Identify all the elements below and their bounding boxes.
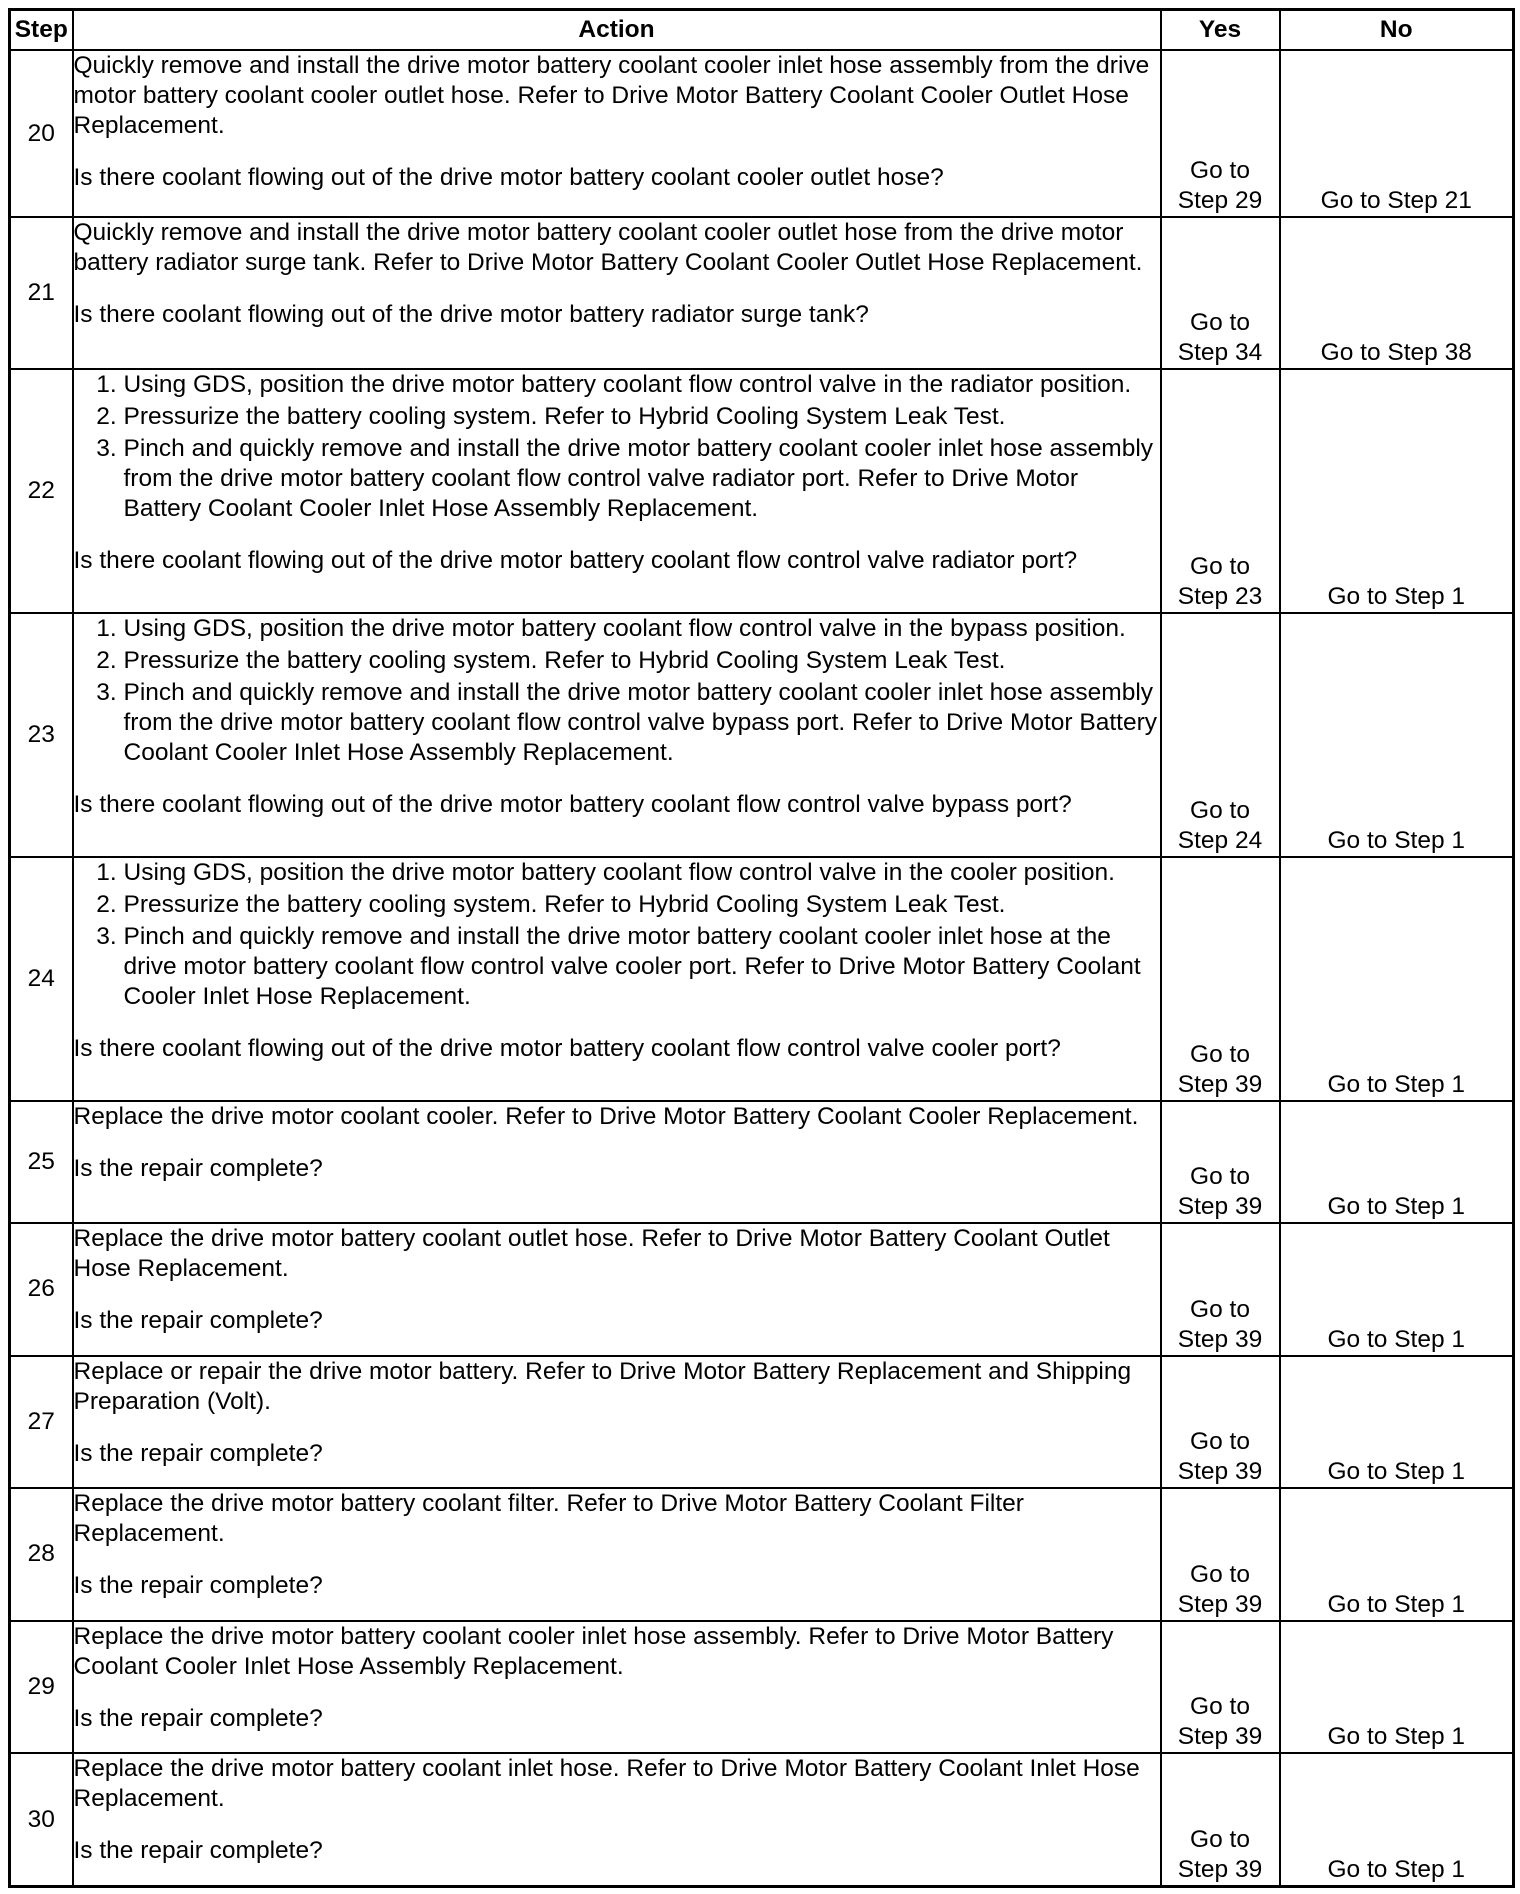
action-instruction: Replace or repair the drive motor battery. Refer to Drive Motor Battery Replacement and Shipping Preparation (Volt). [73, 1357, 1132, 1415]
action-steps-list [74, 858, 1160, 1012]
yes-result-line: Go to [1190, 1693, 1250, 1721]
header-yes: Yes [1161, 10, 1280, 51]
header-no: No [1280, 10, 1514, 51]
yes-result-line: Step 24 [1177, 826, 1263, 854]
table-row [10, 1621, 1514, 1754]
table-row [10, 1101, 1514, 1223]
no-result: Go to Step 1 [1280, 1488, 1514, 1621]
action-question: Is the repair complete? [73, 1307, 323, 1335]
action-question: Is there coolant flowing out of the drive motor battery coolant flow control valve bypass port? [73, 790, 1072, 818]
action-question: Is there coolant flowing out of the drive motor battery coolant flow control valve cooler port? [73, 1034, 1061, 1062]
action-step-item: 3. Pinch and quickly remove and install the drive motor battery coolant cooler inlet hose assembly from the drive motor battery coolant flow control valve radiator port. Refer to Drive Motor Battery Coolant Cooler Inlet Hose Assembly Replacement. [124, 434, 1160, 524]
action-cell [73, 217, 1161, 368]
yes-result [1161, 1223, 1280, 1356]
action-cell [73, 1488, 1161, 1621]
action-instruction: Replace the drive motor battery coolant inlet hose. Refer to Drive Motor Battery Coolant Inlet Hose Replacement. [73, 1755, 1140, 1813]
yes-result-line: Go to [1190, 796, 1250, 824]
table-row [10, 369, 1514, 613]
table-row [10, 857, 1514, 1101]
yes-result-line: Go to [1190, 157, 1250, 185]
action-step-item: 2. Pressurize the battery cooling system. Refer to Hybrid Cooling System Leak Test. [124, 402, 1160, 432]
yes-result-line: Step 39 [1177, 1856, 1263, 1883]
yes-result-line: Go to [1190, 552, 1250, 580]
no-result: Go to Step 1 [1280, 1223, 1514, 1356]
no-result: Go to Step 1 [1280, 857, 1514, 1101]
no-result: Go to Step 1 [1280, 1101, 1514, 1223]
action-question: Is the repair complete? [73, 1439, 323, 1467]
table-row [10, 50, 1514, 217]
yes-result [1161, 1488, 1280, 1621]
action-steps-list [74, 370, 1160, 524]
table-row [10, 1753, 1514, 1886]
yes-result-line: Step 39 [1177, 1458, 1263, 1486]
action-cell [73, 1621, 1161, 1754]
action-question: Is the repair complete? [73, 1572, 323, 1600]
yes-result [1161, 369, 1280, 613]
step-number: 25 [10, 1101, 73, 1223]
action-question: Is there coolant flowing out of the drive motor battery radiator surge tank? [73, 301, 869, 329]
yes-result [1161, 1753, 1280, 1886]
step-number: 26 [10, 1223, 73, 1356]
yes-result-line: Go to [1190, 1826, 1250, 1853]
action-step-item: 3. Pinch and quickly remove and install the drive motor battery coolant cooler inlet hose at the drive motor battery coolant flow control valve cooler port. Refer to Drive Motor Battery Coolant Cooler Inlet Hose Replacement. [124, 922, 1160, 1012]
table-row [10, 1488, 1514, 1621]
table-row [10, 1356, 1514, 1489]
yes-result-line: Step 23 [1177, 582, 1263, 610]
step-number: 29 [10, 1621, 73, 1754]
action-instruction: Quickly remove and install the drive motor battery coolant cooler inlet hose assembly from the drive motor battery coolant cooler outlet hose. Refer to Drive Motor Battery Coolant Cooler Outlet Hose Replacement. [73, 52, 1150, 139]
header-action: Action [73, 10, 1161, 51]
no-result: Go to Step 38 [1280, 217, 1514, 368]
action-instruction: Quickly remove and install the drive motor battery coolant cooler outlet hose from the drive motor battery radiator surge tank. Refer to Drive Motor Battery Coolant Cooler Outlet Hose Replacement. [73, 219, 1143, 277]
yes-result-line: Step 29 [1177, 187, 1263, 215]
no-result: Go to Step 21 [1280, 50, 1514, 217]
step-number: 23 [10, 613, 73, 857]
yes-result-line: Go to [1190, 308, 1250, 336]
action-cell [73, 1101, 1161, 1223]
yes-result-line: Step 39 [1177, 1071, 1263, 1099]
yes-result [1161, 857, 1280, 1101]
yes-result-line: Step 34 [1177, 338, 1263, 366]
action-cell [73, 50, 1161, 217]
yes-result [1161, 1101, 1280, 1223]
action-step-item: 1. Using GDS, position the drive motor battery coolant flow control valve in the cooler position. [124, 858, 1160, 888]
action-cell [73, 1223, 1161, 1356]
step-number: 22 [10, 369, 73, 613]
action-instruction: Replace the drive motor battery coolant cooler inlet hose assembly. Refer to Drive Motor Battery Coolant Cooler Inlet Hose Assembly Replacement. [73, 1622, 1114, 1680]
diagnostic-table [8, 8, 1515, 1888]
yes-result [1161, 50, 1280, 217]
yes-result-line: Go to [1190, 1041, 1250, 1069]
action-question: Is the repair complete? [73, 1704, 323, 1732]
yes-result-line: Step 39 [1177, 1325, 1263, 1353]
yes-result-line: Step 39 [1177, 1193, 1263, 1221]
table-row [10, 217, 1514, 368]
table-row [10, 1223, 1514, 1356]
action-question: Is there coolant flowing out of the drive motor battery coolant flow control valve radiator port? [73, 546, 1078, 574]
action-step-item: 2. Pressurize the battery cooling system. Refer to Hybrid Cooling System Leak Test. [124, 646, 1160, 676]
yes-result [1161, 1621, 1280, 1754]
action-step-item: 1. Using GDS, position the drive motor battery coolant flow control valve in the bypass position. [124, 614, 1160, 644]
header-step: Step [10, 10, 73, 51]
yes-result-line: Step 39 [1177, 1723, 1263, 1751]
action-steps-list [74, 614, 1160, 768]
action-step-item: 2. Pressurize the battery cooling system. Refer to Hybrid Cooling System Leak Test. [124, 890, 1160, 920]
action-cell [73, 1356, 1161, 1489]
yes-result [1161, 1356, 1280, 1489]
yes-result-line: Step 39 [1177, 1590, 1263, 1618]
action-cell [73, 613, 1161, 857]
step-number: 30 [10, 1753, 73, 1886]
yes-result-line: Go to [1190, 1560, 1250, 1588]
no-result: Go to Step 1 [1280, 1621, 1514, 1754]
yes-result-line: Go to [1190, 1163, 1250, 1191]
action-cell [73, 857, 1161, 1101]
step-number: 27 [10, 1356, 73, 1489]
no-result: Go to Step 1 [1280, 1753, 1514, 1886]
step-number: 21 [10, 217, 73, 368]
step-number: 24 [10, 857, 73, 1101]
action-question: Is the repair complete? [73, 1155, 323, 1183]
action-cell [73, 369, 1161, 613]
action-question: Is there coolant flowing out of the drive motor battery coolant cooler outlet hose? [73, 164, 944, 191]
no-result: Go to Step 1 [1280, 1356, 1514, 1489]
action-instruction: Replace the drive motor battery coolant filter. Refer to Drive Motor Battery Coolant Filter Replacement. [73, 1490, 1024, 1548]
action-cell [73, 1753, 1161, 1886]
step-number: 20 [10, 50, 73, 217]
action-question: Is the repair complete? [73, 1837, 323, 1865]
yes-result-line: Go to [1190, 1295, 1250, 1323]
action-step-item: 3. Pinch and quickly remove and install the drive motor battery coolant cooler inlet hose assembly from the drive motor battery coolant flow control valve bypass port. Refer to Drive Motor Battery Coolant Cooler Inlet Hose Assembly Replacement. [124, 678, 1160, 768]
header-row [10, 10, 1514, 51]
table-row [10, 613, 1514, 857]
yes-result [1161, 217, 1280, 368]
table-body [10, 50, 1514, 1887]
step-number: 28 [10, 1488, 73, 1621]
no-result: Go to Step 1 [1280, 369, 1514, 613]
yes-result [1161, 613, 1280, 857]
yes-result-line: Go to [1190, 1428, 1250, 1456]
action-step-item: 1. Using GDS, position the drive motor battery coolant flow control valve in the radiator position. [124, 370, 1160, 400]
no-result: Go to Step 1 [1280, 613, 1514, 857]
action-instruction: Replace the drive motor coolant cooler. Refer to Drive Motor Battery Coolant Cooler Replacement. [73, 1103, 1139, 1131]
action-instruction: Replace the drive motor battery coolant outlet hose. Refer to Drive Motor Battery Coolant Outlet Hose Replacement. [73, 1225, 1110, 1283]
